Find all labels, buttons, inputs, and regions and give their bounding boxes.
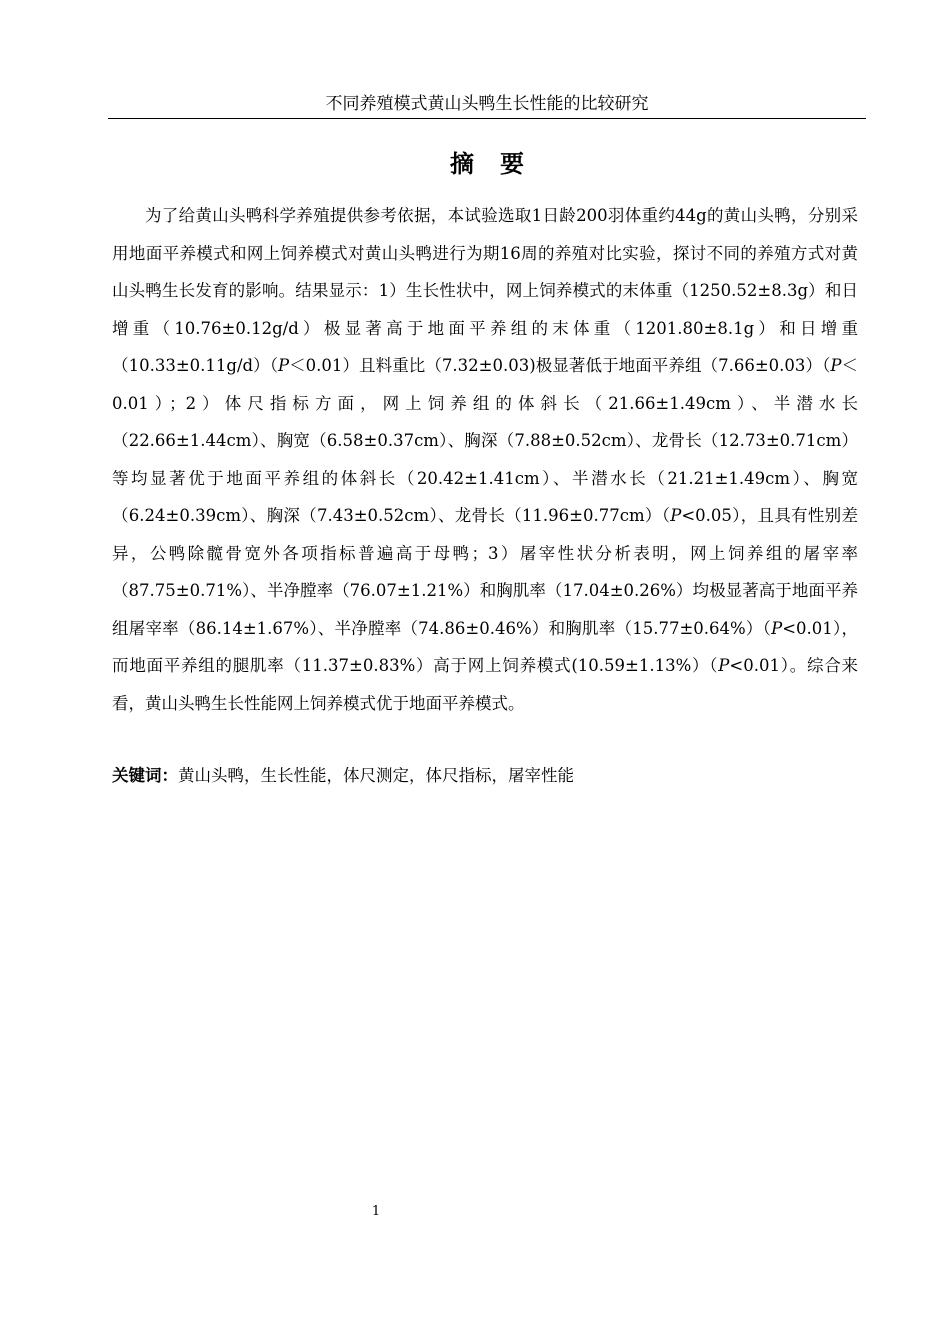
abstract-text: 为了给黄山头鸭科学养殖提供参考依据，本试验选取1日龄200羽体重约44g的黄山头鸭，分别采用地面平养模式和网上饲养模式对黄山头鸭进行为期16周的养殖对比实验，探讨不同的养殖方式对黄山头鸭生长发育的影响。结果显示：1）生长性状中，网上饲养模式的末体重（1250.52±8.3g）和日增重（10.76±0.12g/d）极显著高于地面平养组的末体重（1201.80±8.1g）和日增重（10.33±0.11g/d）（	[112, 206, 858, 375]
keywords-text: 黄山头鸭，生长性能，体尺测定，体尺指标，屠宰性能	[178, 766, 574, 785]
p-value-symbol: P	[670, 506, 682, 525]
abstract-text: <0.01）。综合来看，黄山头鸭生长性能网上饲养模式优于地面平养模式。	[112, 656, 858, 713]
p-value-symbol: P	[771, 618, 783, 638]
keywords-label: 关键词：	[112, 766, 178, 785]
abstract-title	[108, 148, 866, 180]
p-value-symbol: P	[278, 356, 290, 375]
page-number: 1	[371, 1204, 381, 1219]
abstract-text: <0.01），而地面平养组的腿肌率（11.37±0.83%）高于网上饲养模式(10.59±1.13%）（	[112, 618, 858, 675]
abstract-text: <0.05），且具有性别差异，公鸭除髋骨宽外各项指标普遍高于母鸭；3）屠宰性状分析表明，网上饲养组的屠宰率（87.75±0.71%）、半净膛率（76.07±1.21%）和胸肌率（17.04±0.26%）均极显著高于地面平养组屠宰率（86.14±1.67%）、半净膛率（74.86±0.46%）和胸肌率（15.77±0.64%）（	[112, 506, 858, 638]
running-header	[108, 92, 866, 119]
abstract-text: ＜0.01）；2）体尺指标方面，网上饲养组的体斜长（21.66±1.49cm）、半潜水长（22.66±1.44cm）、胸宽（6.58±0.37cm）、胸深（7.88±0.52cm）、龙骨长（12.73±0.71cm）等均显著优于地面平养组的体斜长（20.42±1.41cm）、半潜水长（21.21±1.49cm）、胸宽（6.24±0.39cm）、胸深（7.43±0.52cm）、龙骨长（11.96±0.77cm）（	[112, 356, 859, 525]
abstract-body	[112, 197, 858, 722]
abstract-title-char-2: 要	[500, 150, 524, 178]
keywords-line	[112, 757, 858, 795]
abstract-text: ＜0.01）且料重比（7.32±0.03)极显著低于地面平养组（7.66±0.03）（	[289, 356, 831, 375]
abstract-title-char-1: 摘	[450, 150, 474, 178]
p-value-symbol: P	[718, 656, 730, 675]
running-title: 不同养殖模式黄山头鸭生长性能的比较研究	[325, 94, 649, 114]
p-value-symbol: P	[830, 356, 842, 375]
